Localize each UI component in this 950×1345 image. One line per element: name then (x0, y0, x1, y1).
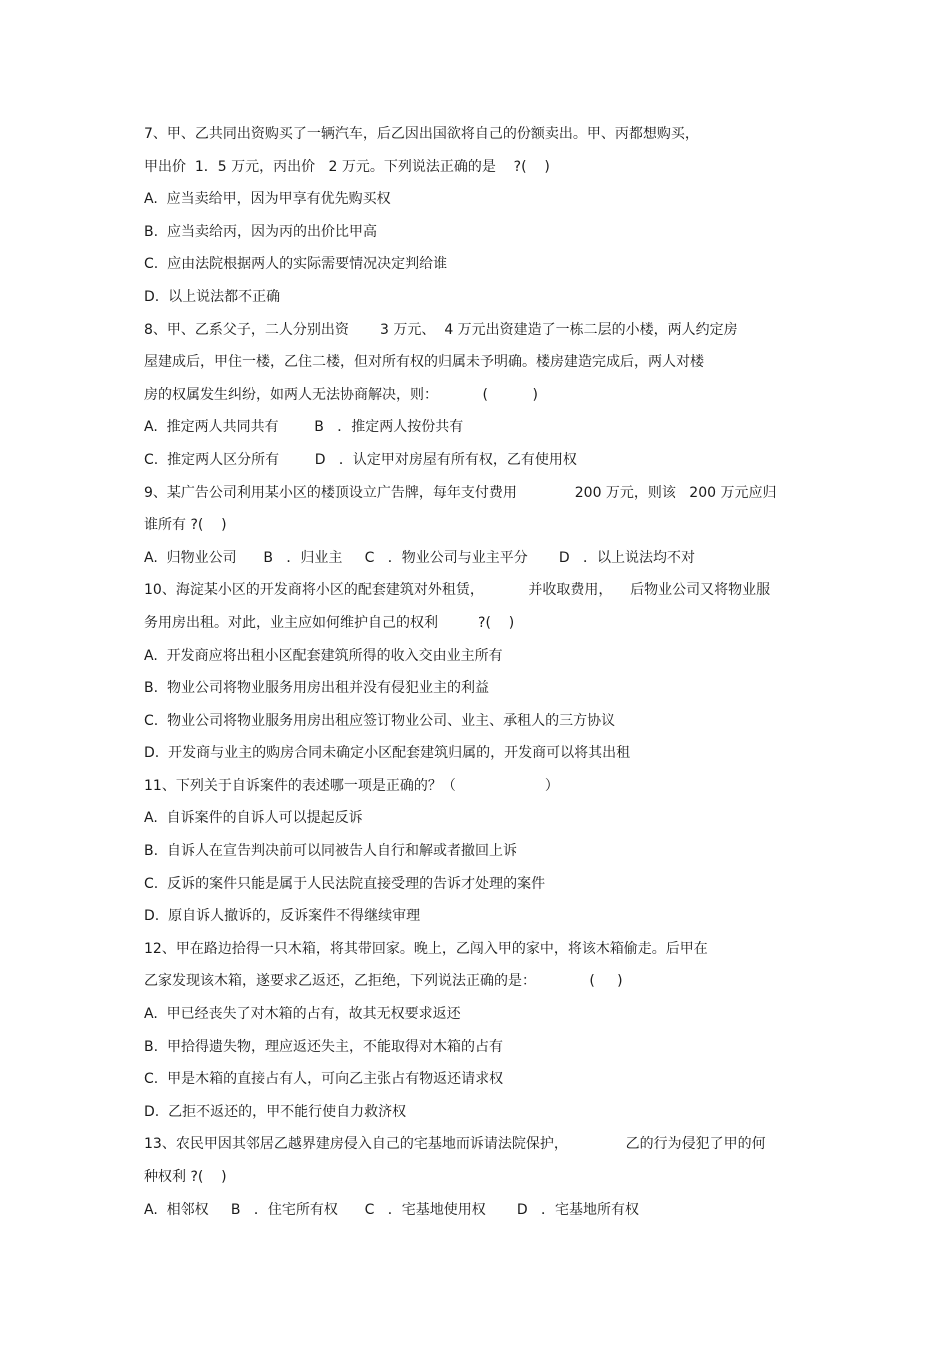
text-line: A. 甲已经丧失了对木箱的占有，故其无权要求返还 (144, 1006, 461, 1023)
text-line: A. 自诉案件的自诉人可以提起反诉 (144, 810, 363, 827)
text-line: 屋建成后，甲住一楼，乙住二楼，但对所有权的归属未予明确。楼房建造完成后，两人对楼 (144, 354, 704, 371)
text-line: C. 反诉的案件只能是属于人民法院直接受理的告诉才处理的案件 (144, 875, 546, 892)
text-line: D. 原自诉人撤诉的，反诉案件不得继续审理 (144, 908, 421, 925)
text-line: C. 推定两人区分所有 D ．认定甲对房屋有所有权，乙有使用权 (144, 451, 577, 468)
text-line: C. 物业公司将物业服务用房出租应签订物业公司、业主、承租人的三方协议 (144, 712, 616, 729)
text-line: 务用房出租。对此，业主应如何维护自己的权利 ?( ) (144, 614, 515, 631)
text-line: D. 乙拒不返还的，甲不能行使自力救济权 (144, 1103, 407, 1120)
text-line: A. 归物业公司 B ．归业主 C ．物业公司与业主平分 D ．以上说法均不对 (144, 549, 695, 566)
text-line: 9、某广告公司利用某小区的楼顶设立广告牌，每年支付费用 200 万元，则该 200 万元应归 (144, 484, 777, 501)
text-line: 11、下列关于自诉案件的表述哪一项是正确的？（ ） (144, 777, 559, 794)
text-line: B. 应当卖给丙，因为丙的出价比甲高 (144, 223, 377, 240)
text-line: C. 甲是木箱的直接占有人，可向乙主张占有物返还请求权 (144, 1071, 504, 1088)
text-line: 10、海淀某小区的开发商将小区的配套建筑对外租赁， 并收取费用， 后物业公司又将物业服 (144, 582, 771, 599)
text-line: 8、甲、乙系父子，二人分别出资 3 万元、 4 万元出资建造了一栋二层的小楼，两人约定房 (144, 321, 738, 338)
text-line: C. 应由法院根据两人的实际需要情况决定判给谁 (144, 256, 448, 273)
text-line: 7、甲、乙共同出资购买了一辆汽车，后乙因出国欲将自己的份额卖出。甲、丙都想购买， (144, 126, 699, 142)
text-line: D. 开发商与业主的购房合同未确定小区配套建筑归属的，开发商可以将其出租 (144, 745, 631, 762)
document-body (144, 118, 824, 1226)
text-line: 房的权属发生纠纷，如两人无法协商解决，则： ( ) (144, 386, 538, 403)
text-line: 乙家发现该木箱，遂要求乙返还，乙拒绝，下列说法正确的是： ( ) (144, 973, 623, 990)
text-line: 谁所有 ?( ) (144, 517, 227, 534)
text-line: A. 推定两人共同共有 B ．推定两人按份共有 (144, 419, 464, 436)
text-line: D. 以上说法都不正确 (144, 288, 281, 305)
text-line: B. 自诉人在宣告判决前可以同被告人自行和解或者撤回上诉 (144, 843, 517, 860)
text-line: 甲出价 1．5 万元，丙出价 2 万元。下列说法正确的是 ?( ) (144, 158, 550, 175)
text-line: A. 应当卖给甲，因为甲享有优先购买权 (144, 191, 391, 208)
text-line: A. 相邻权 B ．住宅所有权 C ．宅基地使用权 D ．宅基地所有权 (144, 1201, 639, 1218)
text-line: B. 甲拾得遗失物，理应返还失主，不能取得对木箱的占有 (144, 1038, 503, 1055)
text-line: B. 物业公司将物业服务用房出租并没有侵犯业主的利益 (144, 680, 489, 697)
text-line: A. 开发商应将出租小区配套建筑所得的收入交由业主所有 (144, 647, 503, 664)
text-line: 12、甲在路边拾得一只木箱，将其带回家。晚上，乙闯入甲的家中，将该木箱偷走。后甲在 (144, 940, 708, 957)
text-line: 种权利 ?( ) (144, 1169, 227, 1185)
text-line: 13、农民甲因其邻居乙越界建房侵入自己的宅基地而诉请法院保护， 乙的行为侵犯了甲的何 (144, 1136, 766, 1153)
